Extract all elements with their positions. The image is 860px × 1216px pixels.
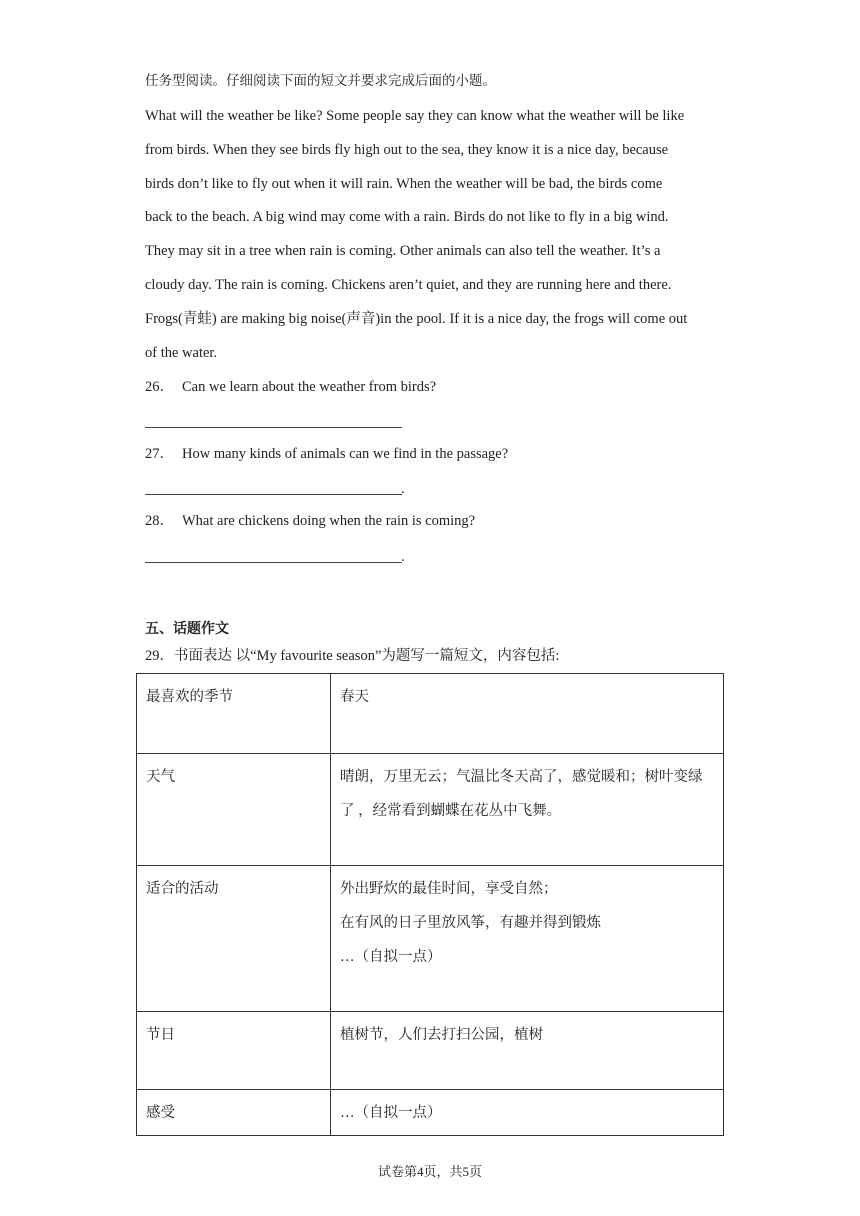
table-row [137, 1090, 724, 1136]
question-text: Can we learn about the weather from birds? [182, 379, 437, 395]
passage-line: What will the weather be like? Some people say they can know what the weather will be like [145, 108, 685, 124]
answer-line-27[interactable] [145, 494, 402, 495]
row-content: 春天 [331, 674, 724, 754]
passage-line: from birds. When they see birds fly high out to the sea, they know it is a nice day, because [145, 142, 669, 158]
row-label: 适合的活动 [137, 866, 331, 1012]
essay-outline-table [136, 673, 724, 1136]
table-row [137, 674, 724, 754]
answer-line-26[interactable] [145, 427, 402, 428]
question-number: 28． [145, 513, 174, 529]
row-content: 植树节，人们去打扫公园，植树 [331, 1012, 724, 1090]
row-label: 感受 [137, 1090, 331, 1136]
passage-line: cloudy day. The rain is coming. Chickens aren’t quiet, and they are running here and there. [145, 277, 672, 293]
essay-prompt: 29．书面表达 以“My favourite season”为题写一篇短文，内容包括: [145, 648, 560, 664]
row-label: 天气 [137, 754, 331, 866]
question-28 [145, 512, 475, 530]
passage-line: Frogs(青蛙) are making big noise(声音)in the pool. If it is a nice day, the frogs will come out [145, 311, 688, 327]
question-27 [145, 445, 508, 463]
page-footer: 试卷第4页，共5页 [377, 1164, 482, 1179]
passage-line: birds don’t like to fly out when it will rain. When the weather will be bad, the birds come [145, 176, 663, 192]
row-content: 外出野炊的最佳时间，享受自然； 在有风的日子里放风筝，有趣并得到锻炼 …（自拟一点） [331, 866, 724, 1012]
row-content: …（自拟一点） [331, 1090, 724, 1136]
passage-line: They may sit in a tree when rain is coming. Other animals can also tell the weather. It’s a [145, 243, 661, 259]
row-label: 节日 [137, 1012, 331, 1090]
answer-period: . [401, 549, 405, 565]
answer-line-28[interactable] [145, 562, 402, 563]
passage-line: of the water. [145, 345, 218, 361]
passage-line: back to the beach. A big wind may come with a rain. Birds do not like to fly in a big wind. [145, 209, 669, 225]
question-number: 27． [145, 446, 174, 462]
task-instruction: 任务型阅读。仔细阅读下面的短文并要求完成后面的小题。 [145, 73, 496, 89]
row-label: 最喜欢的季节 [137, 674, 331, 754]
table-row [137, 1012, 724, 1090]
question-26 [145, 378, 436, 396]
question-text: What are chickens doing when the rain is coming? [182, 513, 476, 529]
section-title: 五、话题作文 [145, 621, 229, 637]
row-content: 晴朗，万里无云；气温比冬天高了，感觉暖和；树叶变绿 了 ，经常看到蝴蝶在花丛中飞舞。 [331, 754, 724, 866]
question-text: How many kinds of animals can we find in the passage? [182, 446, 509, 462]
table-row [137, 754, 724, 866]
question-number: 26． [145, 379, 174, 395]
table-row [137, 866, 724, 1012]
answer-period: . [401, 481, 405, 497]
